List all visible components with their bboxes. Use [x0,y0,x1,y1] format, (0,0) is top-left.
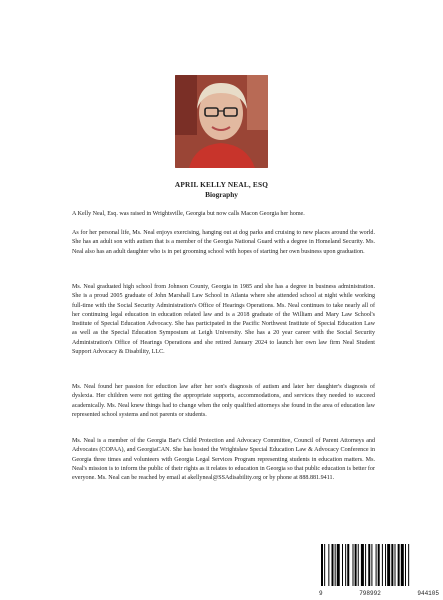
barcode-bar [398,544,400,586]
barcode-bar [395,544,396,586]
bio-paragraph-1: A Kelly Neal, Esq. was raised in Wrightsville, Georgia but now calls Macon Georgia her home. [72,211,305,217]
barcode-lead-digit: 9 [319,590,323,597]
barcode-bar [368,544,370,586]
author-name: APRIL KELLY NEAL, ESQ [174,180,269,189]
barcode-left-group: 798992 [359,590,381,597]
barcode-bar [324,544,325,586]
bio-paragraph-3: Ms. Neal graduated high school from Johnson County, Georgia in 1985 and she has a degree in business administration. She is a proud 2005 graduate of John Marshall Law School in Atlanta where she attended school at night while working full-time with the Social Security Administration's Office of Hearings Operations. Ms. Neal continues to take nearly all of her continuing legal education in education related law and is a 2018 graduate of the William and Mary Law School's Institute of Special Education Advocacy. She has participated in the Pacific Northwest Institute of Special Education Law as well as the Special Education Symposium at Leigh University. She has a 20 year career with the Social Security Administration's Office of Hearings Operations and she retired January 2024 to launch her own law firm Neal Student Support Advocacy & Disability, LLC. [72,284,375,356]
bio-paragraph-5: Ms. Neal is a member of the Georgia Bar's Child Protection and Advocacy Committee, Council of Parent Attorneys and Advocates (COPAA), and GeorgiaCAN. She has hosted the Wrightsław Special Education Law & Advocacy Conference in Georgia three times and volunteers with Georgia Legal Services Program representing students in education matters. Ms. Neal's mission is to inform the public of their rights as it relates to education in Georgia so that public education is better for everyone. Ms. Neal can be reached by email at akellyneal@SSAdisability.org or by phone at 888.881.9411. [72,438,375,482]
barcode-bar [391,544,393,586]
barcode-bar [355,544,357,586]
isbn-barcode [315,540,443,600]
barcode-bar [345,544,346,586]
barcode-bar [358,544,359,586]
barcode-bar [332,544,334,586]
barcode-bar [405,544,406,586]
barcode-bar [387,544,390,586]
biography-heading: Biography [205,190,238,199]
barcode-bar [382,544,383,586]
barcode-bar [371,544,372,586]
barcode-bar [376,544,377,586]
barcode-bar [361,544,364,586]
barcode-bar [401,544,404,586]
barcode-bar [408,544,409,586]
barcode-bar [335,544,336,586]
barcode-right-group: 944105 [417,590,439,597]
author-photo [175,75,268,168]
bio-paragraph-4: Ms. Neal found her passion for eduction law after her son's diagnosis of autism and later her daughter's diagnosis of dyslexia. Her children were not getting the appropriate supports, accommodations, and services they needed to succeed academically. Ms. Neal knew things had to change when the only qualified attorneys she found in the area of education law represented school systems and not parents or students. [72,384,375,418]
barcode-bar [385,544,386,586]
bio-paragraph-2: As for her personal life, Ms. Neal enjoys exercising, hanging out at dog parks and cruising to new places around the world. She has an adult son with autism that is a member of the Georgia National Guard with a degree in Homeland Security. Ms. Neal also has an adult daughter who is in pet grooming school with hopes of starting her own business upon graduation. [72,230,375,255]
barcode-bar [347,544,349,586]
barcode-bar [365,544,366,586]
barcode-bar [337,544,340,586]
barcode-bar [321,544,323,586]
barcode-bar [328,544,329,586]
barcode-bar [378,544,380,586]
barcode-digits [315,590,443,597]
barcode-bar [353,544,354,586]
barcode-bar [342,544,343,586]
